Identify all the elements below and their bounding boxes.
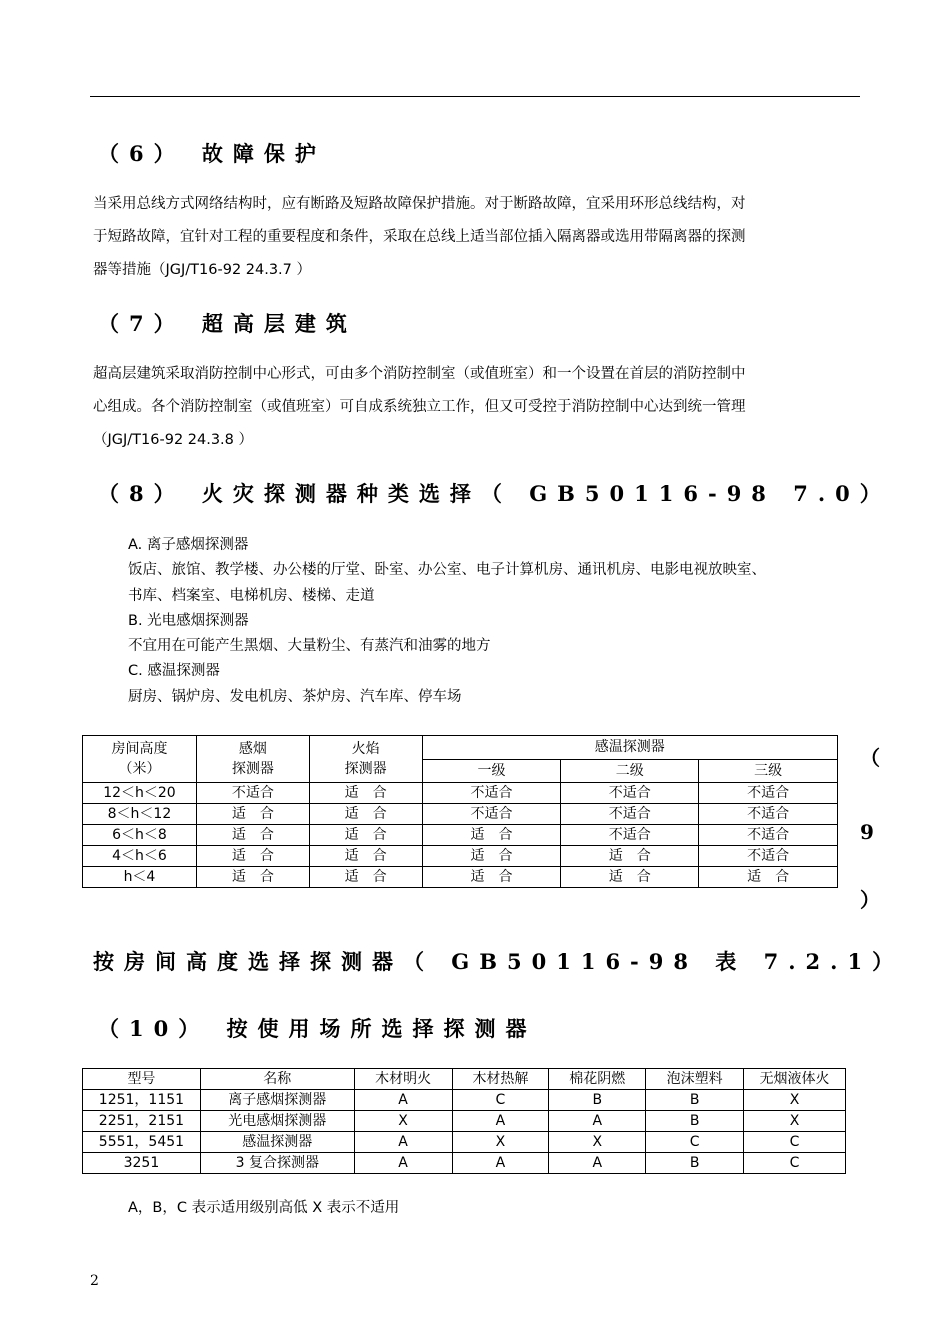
list-item: 书库、档案室、电梯机房、楼梯、走道 — [128, 587, 375, 604]
table-cell: 适 合 — [309, 867, 422, 888]
table-cell: 8＜h＜12 — [83, 804, 197, 825]
section6-line: 器等措施（JGJ/T16-92 24.3.7 ） — [93, 262, 312, 278]
table-cell: C — [744, 1153, 846, 1174]
table-cell: C — [452, 1090, 549, 1111]
table-cell: A — [354, 1132, 452, 1153]
table-cell: 适 合 — [309, 783, 422, 804]
table-cell: B — [646, 1111, 744, 1132]
section9-marker-num: 9 — [860, 820, 874, 844]
header-cell: 二级 — [561, 759, 699, 783]
table-cell: 5551，5451 — [83, 1132, 201, 1153]
table-cell: A — [354, 1090, 452, 1111]
header-line: 感烟 — [238, 741, 267, 757]
table-cell: X — [744, 1111, 846, 1132]
table-cell: 光电感烟探测器 — [200, 1111, 354, 1132]
table-cell: A — [549, 1153, 646, 1174]
table-cell: 适 合 — [309, 846, 422, 867]
table-cell: X — [549, 1132, 646, 1153]
table-cell: 适 合 — [309, 804, 422, 825]
section6-line: 于短路故障，宜针对工程的重要程度和条件，采取在总线上适当部位插入隔离器或选用带隔离器的探测 — [93, 229, 746, 245]
table-cell: 不适合 — [561, 825, 699, 846]
list-item: 厨房、锅炉房、发电机房、茶炉房、汽车库、停车场 — [128, 688, 462, 705]
section7-line: 超高层建筑采取消防控制中心形式，可由多个消防控制室（或值班室）和一个设置在首层的消防控制中 — [93, 366, 746, 382]
table-cell: 4＜h＜6 — [83, 846, 197, 867]
section8-heading: （8） 火灾探测器种类选择（ GB50116-98 7.0） — [98, 481, 891, 506]
list-item: 饭店、旅馆、教学楼、办公楼的厅堂、卧室、办公室、电子计算机房、通讯机房、电影电视放映室、 — [128, 562, 766, 579]
table-cell: 不适合 — [422, 804, 561, 825]
header-cell: 一级 — [422, 759, 561, 783]
section9-heading: 按房间高度选择探测器（ GB50116-98 表 7.2.1） — [93, 949, 904, 974]
table-cell: A — [549, 1111, 646, 1132]
table-cell: 2251，2151 — [83, 1111, 201, 1132]
table-cell: 不适合 — [422, 783, 561, 804]
section6-line: 当采用总线方式网络结构时，应有断路及短路故障保护措施。对于断路故障，宜采用环形总线结构，对 — [93, 196, 746, 212]
table-header-row — [83, 1069, 846, 1090]
table-cell: A — [452, 1111, 549, 1132]
table-row — [83, 867, 838, 888]
table-row — [83, 1090, 846, 1111]
list-item: C. 感温探测器 — [128, 663, 220, 680]
table-cell: 适 合 — [196, 846, 309, 867]
table-cell: 适 合 — [422, 825, 561, 846]
table-row — [83, 783, 838, 804]
section10-heading: （10） 按使用场所选择探测器 — [98, 1016, 537, 1041]
section6-body — [93, 188, 863, 287]
table-cell: 适 合 — [422, 846, 561, 867]
table-cell: 不适合 — [699, 804, 838, 825]
table-cell: 离子感烟探测器 — [200, 1090, 354, 1111]
table-cell: 适 合 — [196, 825, 309, 846]
table-cell: 不适合 — [196, 783, 309, 804]
detector-type-list — [128, 533, 766, 710]
table-row — [83, 1132, 846, 1153]
table-cell: 适 合 — [561, 846, 699, 867]
table-cell: 适 合 — [699, 867, 838, 888]
section9-marker-open: （ — [860, 746, 880, 770]
height-detector-table — [82, 735, 838, 888]
table-header-row — [83, 736, 838, 760]
header-line: （米） — [118, 761, 161, 777]
table-cell: X — [354, 1111, 452, 1132]
header-cell: 木材热解 — [452, 1069, 549, 1090]
table-cell: 不适合 — [699, 825, 838, 846]
header-line: 探测器 — [344, 761, 387, 777]
header-line: 火焰 — [351, 741, 380, 757]
table-cell: 1251，1151 — [83, 1090, 201, 1111]
header-cell: 无烟液体火 — [744, 1069, 846, 1090]
table-cell: A — [354, 1153, 452, 1174]
table-cell: 6＜h＜8 — [83, 825, 197, 846]
table-cell: 3 复合探测器 — [200, 1153, 354, 1174]
section6-heading: （6） 故障保护 — [98, 141, 326, 166]
header-cell: 三级 — [699, 759, 838, 783]
header-line: 房间高度 — [111, 741, 168, 757]
table-cell: 适 合 — [196, 867, 309, 888]
header-cell: 型号 — [83, 1069, 201, 1090]
table-row — [83, 804, 838, 825]
table-cell: X — [452, 1132, 549, 1153]
header-cell — [83, 736, 197, 783]
table-cell: 不适合 — [699, 783, 838, 804]
table-cell: X — [744, 1090, 846, 1111]
table-cell: C — [646, 1132, 744, 1153]
header-cell: 木材明火 — [354, 1069, 452, 1090]
usage-detector-table — [82, 1068, 846, 1174]
table-cell: h＜4 — [83, 867, 197, 888]
header-line: 探测器 — [231, 761, 274, 777]
table-cell: 感温探测器 — [200, 1132, 354, 1153]
table-cell: B — [646, 1090, 744, 1111]
legend-note: A，B，C 表示适用级别高低 X 表示不适用 — [128, 1200, 400, 1216]
table-cell: 12＜h＜20 — [83, 783, 197, 804]
header-cell: 泡沫塑料 — [646, 1069, 744, 1090]
table-row — [83, 1153, 846, 1174]
header-cell: 名称 — [200, 1069, 354, 1090]
table-cell: 3251 — [83, 1153, 201, 1174]
table-cell: 不适合 — [699, 846, 838, 867]
list-item: B. 光电感烟探测器 — [128, 612, 249, 629]
section9-marker-close: ） — [860, 888, 880, 912]
header-cell: 感温探测器 — [422, 736, 837, 760]
section7-heading: （7） 超高层建筑 — [98, 311, 357, 336]
table-row — [83, 825, 838, 846]
list-item: A. 离子感烟探测器 — [128, 537, 249, 553]
table-cell: A — [452, 1153, 549, 1174]
section7-body — [93, 358, 863, 457]
table-row — [83, 1111, 846, 1132]
section7-line: （JGJ/T16-92 24.3.8 ） — [93, 432, 254, 448]
table-cell: B — [646, 1153, 744, 1174]
table-cell: 不适合 — [561, 804, 699, 825]
table-cell: 适 合 — [196, 804, 309, 825]
table-cell: 适 合 — [561, 867, 699, 888]
page-number: 2 — [90, 1273, 99, 1289]
table-cell: 适 合 — [309, 825, 422, 846]
header-cell: 棉花阴燃 — [549, 1069, 646, 1090]
table-cell: B — [549, 1090, 646, 1111]
header-cell — [309, 736, 422, 783]
table-cell: C — [744, 1132, 846, 1153]
table-cell: 不适合 — [561, 783, 699, 804]
list-item: 不宜用在可能产生黑烟、大量粉尘、有蒸汽和油雾的地方 — [128, 638, 491, 655]
header-rule — [90, 96, 860, 97]
table-row — [83, 846, 838, 867]
table-cell: 适 合 — [422, 867, 561, 888]
section7-line: 心组成。各个消防控制室（或值班室）可自成系统独立工作，但又可受控于消防控制中心达到统一管理 — [93, 399, 746, 415]
header-cell — [196, 736, 309, 783]
